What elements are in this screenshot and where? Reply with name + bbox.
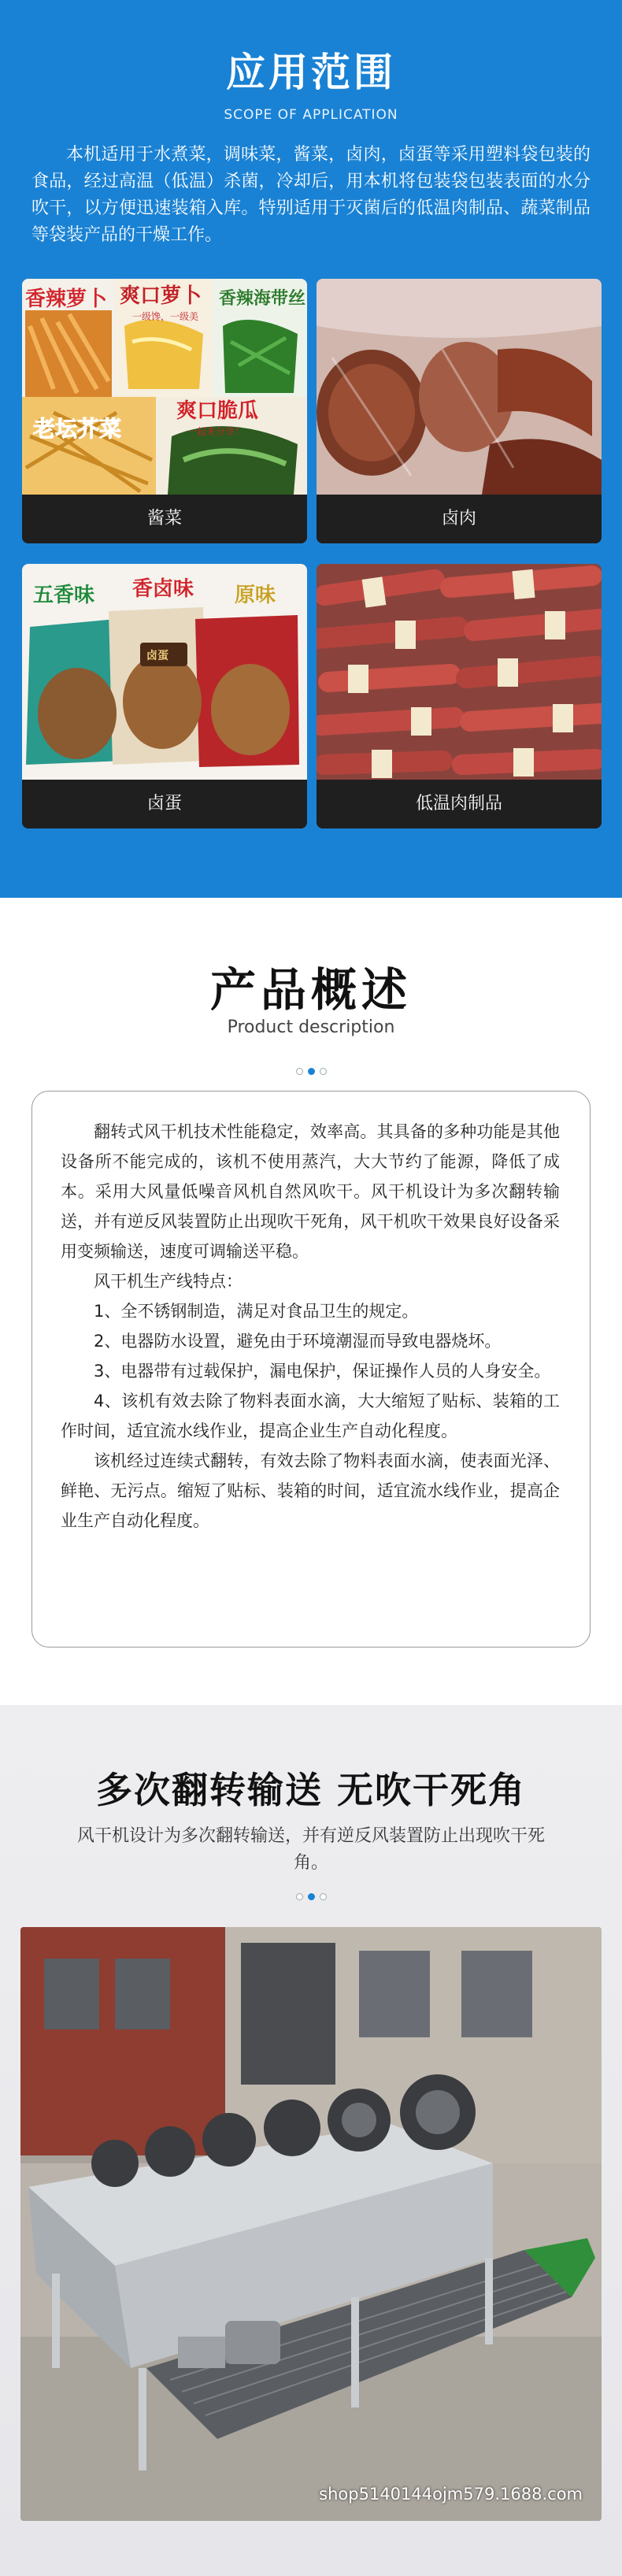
pickles-photo [22,279,307,495]
egg-label-braised: 香卤味 [132,577,194,601]
desc-subtitle: Product description [227,1017,395,1037]
dryer-machine-photo [20,1927,602,2521]
braised-eggs-photo [22,564,307,780]
card-braised-meat [317,279,602,543]
pickles-pack-melon: 爽口脆瓜 [176,399,259,423]
egg-label-original: 原味 [235,584,276,607]
low-temp-meat-photo [317,564,602,780]
flip-pager-dots [0,1888,622,1903]
scope-subtitle: SCOPE OF APPLICATION [224,107,398,123]
desc-box [31,1091,591,1648]
desc-features-heading: 风干机生产线特点： [94,1272,243,1291]
desc-feature-1: 1、全不锈钢制造，满足对食品卫生的规定。 [94,1302,419,1321]
card-braised-eggs [22,564,307,828]
egg-label-five-spice: 五香味 [33,584,95,607]
desc-feature-4: 4、该机有效去除了物料表面水滴，大大缩短了贴标、装箱的工作时间，适宜流水线作业，提高企业生产自动化程度。 [61,1392,560,1440]
shop-watermark: shop5140144ojm579.1688.com [319,2485,583,2504]
desc-title: 产品概述 [209,963,412,1017]
scope-title: 应用范围 [226,50,396,95]
desc-paragraph-intro: 翻转式风干机技术性能稳定，效率高。其具备的多种功能是其他设备所不能完成的，该机不使用蒸汽，大大节约了能源，降低了成本。采用大风量低噪音风机自然风吹干。风干机设计为多次翻转输送，并有逆反风装置防止出现吹干死角，风干机吹干效果良好设备采用变频输送，速度可调输送平稳。 [61,1122,560,1261]
pager-dot-active [308,1068,315,1075]
flip-description: 风干机设计为多次翻转输送，并有逆反风装置防止出现吹干死角。 [76,1826,545,1873]
scope-description: 本机适用于水煮菜，调味菜，酱菜，卤肉，卤蛋等采用塑料袋包装的食品，经过高温（低温）杀菌，冷却后，用本机将包装袋包装表面的水分吹干，以方便迅速装箱入库。特别适用于灭菌后的低温肉制品、蔬菜制品等袋装产品的干燥工作。 [31,145,591,245]
braised-meat-photo [317,279,602,495]
card-pickles [22,279,307,543]
desc-feature-2: 2、电器防水设置，避免由于环境潮湿而导致电器烧坏。 [94,1332,502,1351]
desc-pager-dots [0,1063,622,1078]
desc-feature-3: 3、电器带有过载保护，漏电保护，保证操作人员的人身安全。 [94,1362,551,1381]
pickles-pack-kelp: 香辣海带丝 [219,289,306,309]
egg-brand-label: 卤蛋 [146,650,168,662]
flip-section [0,1705,622,2576]
pager-dot [320,1068,327,1075]
pickles-pack-crisp-radish: 爽口萝卜 [120,284,202,308]
pager-dot [296,1068,303,1075]
desc-paragraph-summary: 该机经过连续式翻转，有效去除了物料表面水滴，使表面光泽、鲜艳、无污点。缩短了贴标、装箱的时间，适宜流水线作业，提高企业生产自动化程度。 [61,1451,560,1530]
pickles-pack-spicy-radish: 香辣萝卜 [25,287,108,311]
scope-section [0,0,622,898]
caption-braised-eggs: 卤蛋 [22,780,307,828]
pager-dot-active [308,1893,315,1900]
pickles-pack-mustard: 老坛芥菜 [33,416,122,442]
flip-title: 多次翻转输送 无吹干死角 [95,1769,526,1811]
caption-braised-meat: 卤肉 [317,495,602,543]
pager-dot [320,1893,327,1900]
caption-pickles: 酱菜 [22,495,307,543]
card-low-temp-meat [317,564,602,828]
pickles-pack-crisp-radish-sub: 一级馋，一级美 [132,311,199,322]
dryer-machine-illustration [20,1927,602,2521]
pager-dot [296,1893,303,1900]
caption-low-temp-meat: 低温肉制品 [317,780,602,828]
pickles-pack-melon-sub: 一起来分享！ [187,426,245,437]
